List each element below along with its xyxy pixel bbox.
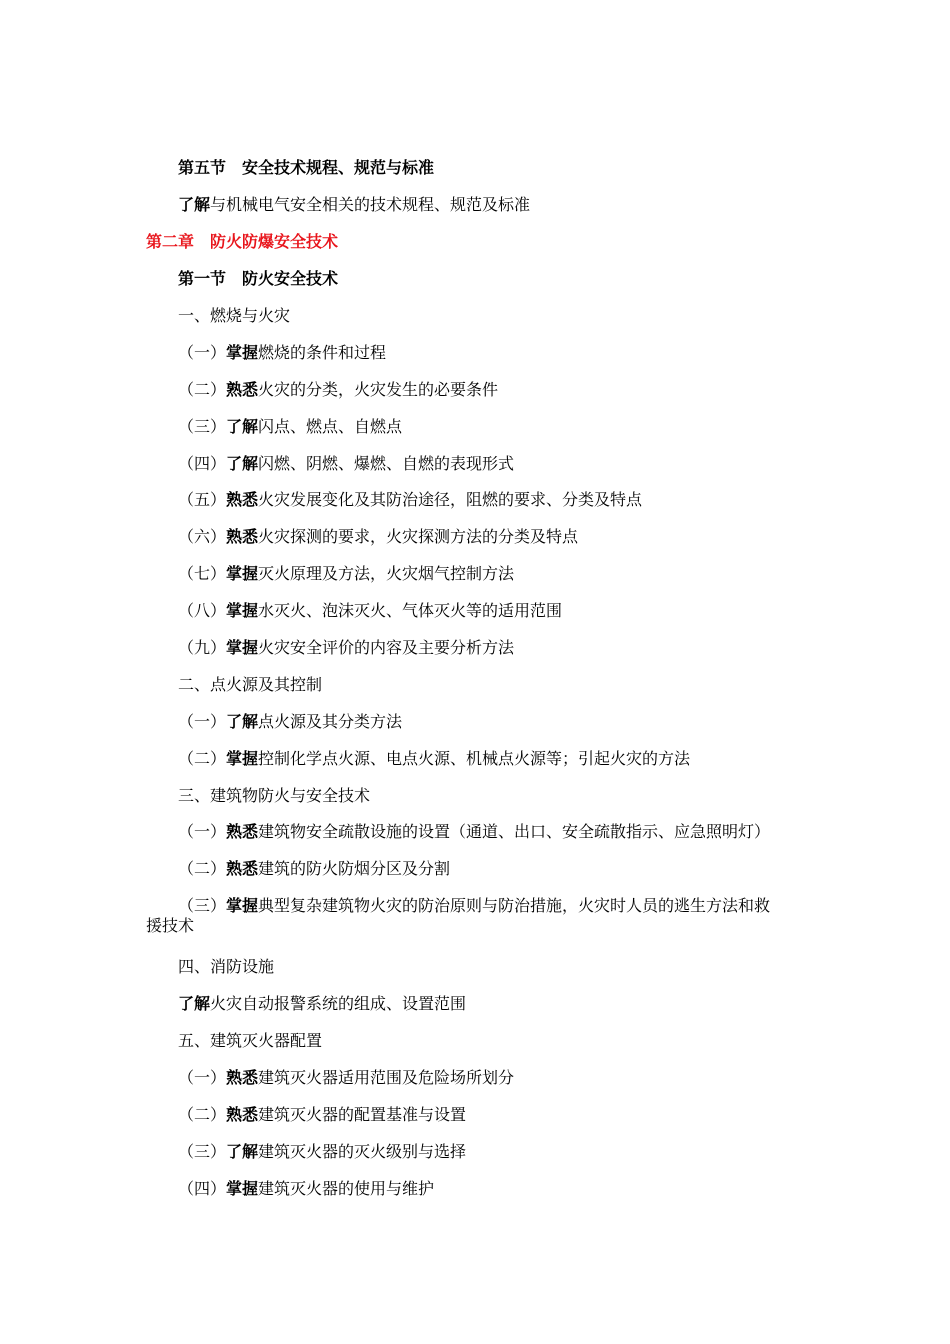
requirement-text: 与机械电气安全相关的技术规程、规范及标准 xyxy=(210,195,531,214)
list-item xyxy=(178,564,514,584)
requirement-verb: 了解 xyxy=(178,994,211,1013)
list-item xyxy=(178,712,402,732)
item-number: （七） xyxy=(178,564,227,583)
item-text: 建筑灭火器的配置基准与设置 xyxy=(258,1105,467,1124)
item-verb: 熟悉 xyxy=(226,490,259,509)
item-verb: 熟悉 xyxy=(226,859,259,878)
requirement-text: 火灾自动报警系统的组成、设置范围 xyxy=(210,994,467,1013)
list-item xyxy=(178,822,770,842)
item-text: 闪燃、阴燃、爆燃、自燃的表现形式 xyxy=(258,454,515,473)
item-text: 火灾的分类，火灾发生的必要条件 xyxy=(258,380,499,399)
item-number: （一） xyxy=(178,1068,227,1087)
item-verb: 了解 xyxy=(226,1142,259,1161)
requirement-verb: 了解 xyxy=(178,195,211,214)
item-verb: 掌握 xyxy=(226,601,259,620)
item-text: 水灭火、泡沫灭火、气体灭火等的适用范围 xyxy=(258,601,563,620)
list-item xyxy=(178,380,498,400)
item-verb: 了解 xyxy=(226,712,259,731)
item-text: 建筑灭火器的使用与维护 xyxy=(258,1179,435,1198)
part-4-requirement xyxy=(178,994,466,1014)
list-item xyxy=(178,490,642,510)
item-verb: 了解 xyxy=(226,454,259,473)
list-item xyxy=(178,1068,514,1088)
part-2-heading: 二、点火源及其控制 xyxy=(178,675,323,694)
item-text: 典型复杂建筑物火灾的防治原则与防治措施，火灾时人员的逃生方法和救援技术 xyxy=(146,896,771,935)
item-verb: 掌握 xyxy=(226,343,259,362)
item-verb: 熟悉 xyxy=(226,1068,259,1087)
item-verb: 掌握 xyxy=(226,638,259,657)
item-number: （二） xyxy=(178,1105,227,1124)
item-text: 灭火原理及方法，火灾烟气控制方法 xyxy=(258,564,515,583)
list-item xyxy=(146,896,771,936)
list-item xyxy=(178,417,402,437)
list-item xyxy=(178,343,386,363)
item-text: 建筑灭火器的灭火级别与选择 xyxy=(258,1142,467,1161)
item-text: 火灾安全评价的内容及主要分析方法 xyxy=(258,638,515,657)
item-verb: 熟悉 xyxy=(226,380,259,399)
item-verb: 了解 xyxy=(226,417,259,436)
section-5-title: 第五节 安全技术规程、规范与标准 xyxy=(178,158,435,177)
list-item xyxy=(178,1105,466,1125)
item-number: （一） xyxy=(178,822,227,841)
item-number: （八） xyxy=(178,601,227,620)
item-verb: 掌握 xyxy=(226,896,259,915)
item-number: （一） xyxy=(178,343,227,362)
item-text: 火灾发展变化及其防治途径，阻燃的要求、分类及特点 xyxy=(258,490,643,509)
item-text: 燃烧的条件和过程 xyxy=(258,343,387,362)
item-verb: 熟悉 xyxy=(226,822,259,841)
part-5-heading: 五、建筑灭火器配置 xyxy=(178,1031,323,1050)
list-item xyxy=(178,1142,466,1162)
section-1-title: 第一节 防火安全技术 xyxy=(178,269,339,288)
list-item xyxy=(178,601,562,621)
item-number: （二） xyxy=(178,749,227,768)
part-1-heading: 一、燃烧与火灾 xyxy=(178,306,291,325)
part-3-heading: 三、建筑物防火与安全技术 xyxy=(178,786,371,805)
item-number: （四） xyxy=(178,1179,227,1198)
item-text: 建筑灭火器适用范围及危险场所划分 xyxy=(258,1068,515,1087)
item-text: 建筑物安全疏散设施的设置（通道、出口、安全疏散指示、应急照明灯） xyxy=(258,822,771,841)
item-verb: 掌握 xyxy=(226,749,259,768)
item-number: （九） xyxy=(178,638,227,657)
item-text: 火灾探测的要求，火灾探测方法的分类及特点 xyxy=(258,527,579,546)
item-number: （三） xyxy=(178,1142,227,1161)
list-item xyxy=(178,859,450,879)
list-item xyxy=(178,1179,434,1199)
item-number: （一） xyxy=(178,712,227,731)
item-number: （二） xyxy=(178,380,227,399)
list-item xyxy=(178,638,514,658)
part-4-heading: 四、消防设施 xyxy=(178,957,275,976)
item-verb: 熟悉 xyxy=(226,527,259,546)
item-verb: 掌握 xyxy=(226,1179,259,1198)
item-number: （四） xyxy=(178,454,227,473)
item-number: （三） xyxy=(178,417,227,436)
item-number: （三） xyxy=(178,896,227,915)
chapter-2-title: 第二章 防火防爆安全技术 xyxy=(146,232,339,251)
item-verb: 熟悉 xyxy=(226,1105,259,1124)
item-text: 建筑的防火防烟分区及分割 xyxy=(258,859,451,878)
list-item xyxy=(178,454,514,474)
item-verb: 掌握 xyxy=(226,564,259,583)
item-number: （五） xyxy=(178,490,227,509)
section-5-requirement xyxy=(178,195,530,215)
item-number: （六） xyxy=(178,527,227,546)
item-text: 控制化学点火源、电点火源、机械点火源等；引起火灾的方法 xyxy=(258,749,691,768)
item-text: 闪点、燃点、自燃点 xyxy=(258,417,403,436)
item-text: 点火源及其分类方法 xyxy=(258,712,403,731)
list-item xyxy=(178,749,690,769)
list-item xyxy=(178,527,578,547)
item-number: （二） xyxy=(178,859,227,878)
